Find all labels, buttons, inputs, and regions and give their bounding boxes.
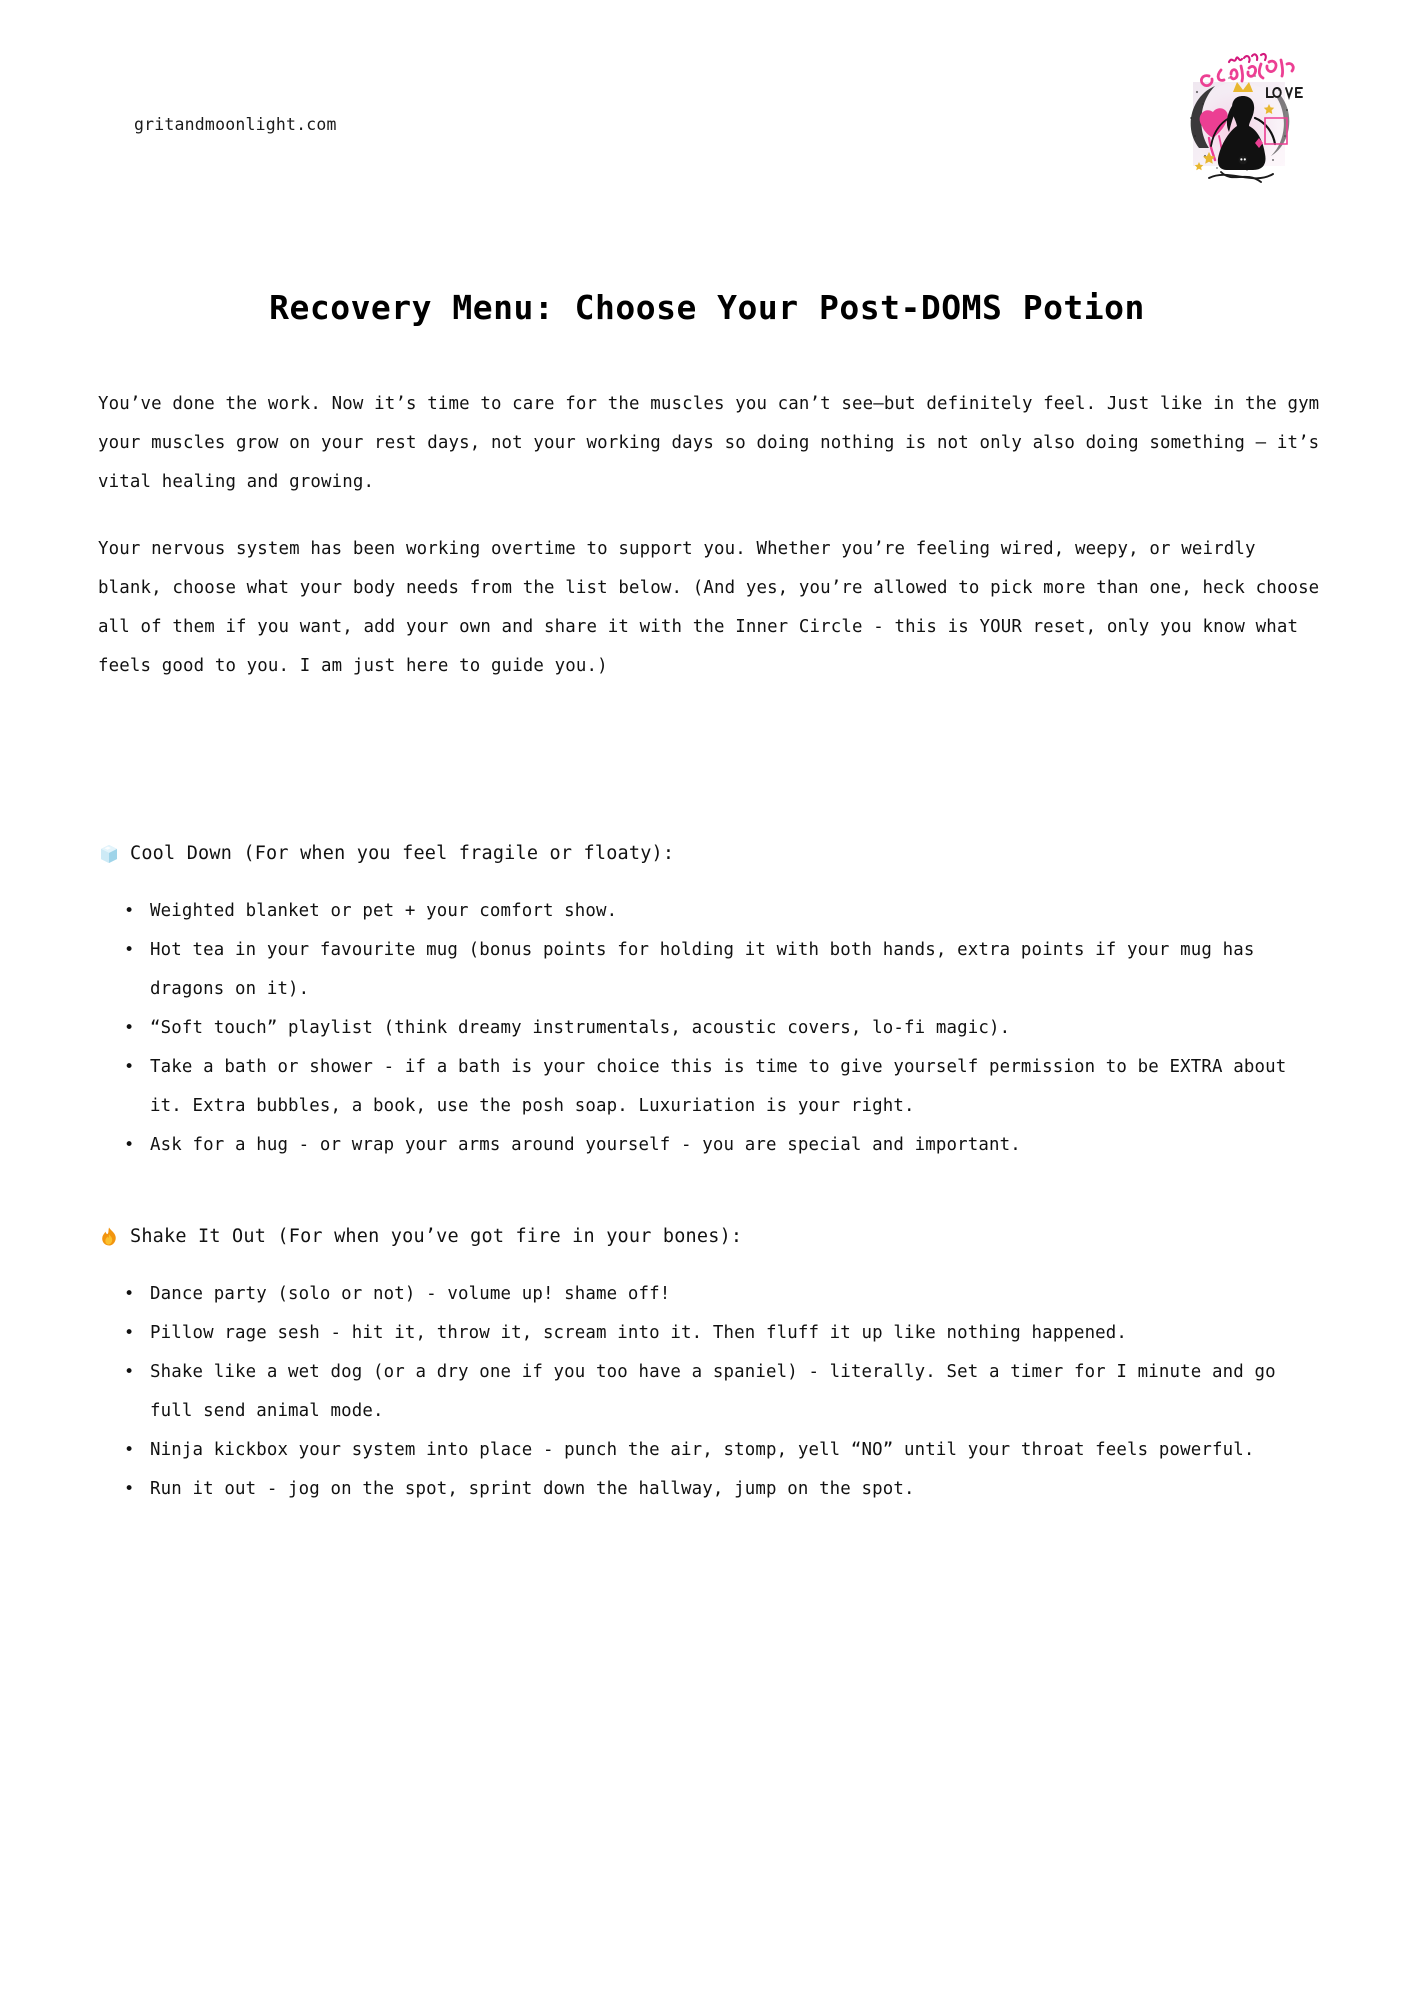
page-title: Recovery Menu: Choose Your Post-DOMS Potion bbox=[269, 288, 1145, 328]
brand-logo bbox=[1169, 40, 1317, 190]
list-item: • Dance party (solo or not) - volume up! shame off! bbox=[124, 1275, 1320, 1314]
section-heading-text: Shake It Out (For when you’ve got fire in your bones): bbox=[130, 1226, 743, 1247]
site-url-text: gritandmoonlight.com bbox=[134, 115, 337, 134]
page-header bbox=[0, 0, 1414, 210]
section-shake-it-out bbox=[98, 1217, 1320, 1509]
list-item: • “Soft touch” playlist (think dreamy instrumentals, acoustic covers, lo-fi magic). bbox=[124, 1009, 1320, 1048]
spacer bbox=[98, 714, 1320, 834]
fire-icon bbox=[98, 1226, 120, 1248]
intro-paragraph-1: You’ve done the work. Now it’s time to care for the muscles you can’t see—but definitely feel. Just like in the gym your muscles grow on your rest days, not your working days so doing nothing is not only also doing something — it’s vital healing and growing. bbox=[98, 394, 1320, 492]
intro-paragraph-2: Your nervous system has been working overtime to support you. Whether you’re feeling wired, weepy, or weirdly blank, choose what your body needs from the list below. (And yes, you’re allowed to pick more than one, heck choose all of them if you want, add your own and share it with the Inner Circle - this is YOUR reset, only you know what feels good to you. I am just here to guide you.) bbox=[98, 539, 1320, 676]
section-heading-cool-down bbox=[98, 834, 1320, 874]
section-cool-down bbox=[98, 834, 1320, 1165]
document-body bbox=[98, 385, 1320, 1509]
list-item: • Shake like a wet dog (or a dry one if you too have a spaniel) - literally. Set a timer for I minute and go full send animal mode. bbox=[124, 1353, 1320, 1431]
shake-it-out-list bbox=[98, 1275, 1320, 1509]
cool-down-list bbox=[98, 892, 1320, 1165]
section-heading-text: Cool Down (For when you feel fragile or floaty): bbox=[130, 843, 675, 864]
list-item: • Run it out - jog on the spot, sprint down the hallway, jump on the spot. bbox=[124, 1470, 1320, 1509]
list-item: • Pillow rage sesh - hit it, throw it, scream into it. Then fluff it up like nothing happened. bbox=[124, 1314, 1320, 1353]
section-heading-shake-it-out bbox=[98, 1217, 1320, 1257]
list-item: • Ask for a hug - or wrap your arms around yourself - you are special and important. bbox=[124, 1126, 1320, 1165]
spacer bbox=[98, 1165, 1320, 1217]
list-item: • Ninja kickbox your system into place - punch the air, stomp, yell “NO” until your throat feels powerful. bbox=[124, 1431, 1320, 1470]
list-item: • Weighted blanket or pet + your comfort show. bbox=[124, 892, 1320, 931]
list-item: • Take a bath or shower - if a bath is your choice this is time to give yourself permission to be EXTRA about it. Extra bubbles, a book, use the posh soap. Luxuriation is your right. bbox=[124, 1048, 1320, 1126]
list-item: • Hot tea in your favourite mug (bonus points for holding it with both hands, extra points if your mug has dragons on it). bbox=[124, 931, 1320, 1009]
ice-cube-icon bbox=[98, 843, 120, 865]
